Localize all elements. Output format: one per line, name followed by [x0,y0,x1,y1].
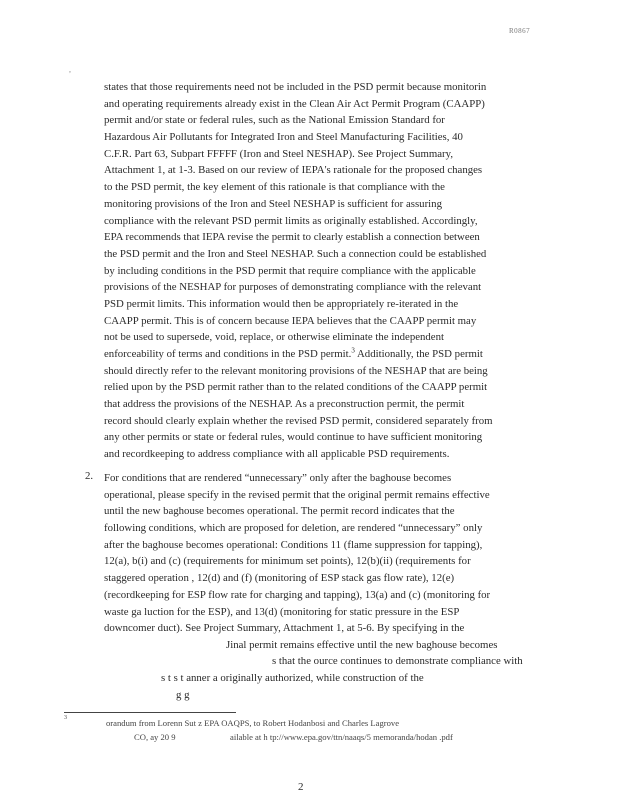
para1-line: monitoring provisions of the Iron and Steel NESHAP is sufficient for assuring [104,197,442,210]
para1-line: should directly refer to the relevant monitoring provisions of the NESHAP that are being [104,364,488,377]
list-item-number: 2. [85,470,94,482]
para1-line: states that those requirements need not be included in the PSD permit because monitorin [104,81,487,93]
paragraph-1 [104,79,518,463]
para1-line: relied upon by the PSD permit rather than to the related conditions of the CAAPP permit [104,381,488,394]
para2-line: until the new baghouse becomes operational. The permit record indicates that the [104,505,455,518]
para1-line: by including conditions in the PSD permit that require compliance with the applicable [104,264,476,277]
para1-line: compliance with the relevant PSD permit limits as originally established. Accordingly, [104,214,478,227]
partial-text-line: s t s t anner a originally authorized, while construction of the [161,672,424,684]
para2-line: staggered operation , 12(d) and (f) (monitoring of ESP stack gas flow rate), 12(e) [104,572,455,585]
paragraph-2 [104,470,518,637]
partial-text-line: g g [176,689,190,701]
footnote-reference[interactable]: 3 [351,346,355,355]
para2-line: waste ga luction for the ESP), and 13(d) (monitoring for static pressure in the ESP [104,605,460,618]
para1-line: that address the provisions of the NESHAP. As a preconstruction permit, the permit [104,398,465,411]
para2-line: following conditions, which are proposed for deletion, are rendered “unnecessary” only [104,522,483,535]
para2-line: For conditions that are rendered “unnecessary” only after the baghouse becomes [104,472,452,484]
para1-line: Hazardous Air Pollutants for Integrated Iron and Steel Manufacturing Facilities, 40 [104,131,463,144]
para1-line: and recordkeeping to address compliance with all applicable PSD requirements. [104,448,450,461]
partial-text-line: Jinal permit remains effective until the new baghouse becomes [226,639,498,651]
para1-line: Attachment 1, at 1-3. Based on our review of IEPA's rationale for the proposed changes [104,164,483,177]
document-stamp: R0867 [509,27,531,35]
para1-line-text: enforceability of terms and conditions in the PSD permit. [104,348,352,360]
para1-line: to the PSD permit, the key element of this rationale is that compliance with the [104,181,445,194]
para1-line: the PSD permit and the Iron and Steel NESHAP. Such a connection could be established [104,247,487,260]
para1-line: permit and/or state or federal rules, such as the National Emission Standard for [104,114,445,127]
footnote-line: CO, ay 20 9 [134,732,176,742]
para1-line: C.F.R. Part 63, Subpart FFFFF (Iron and Steel NESHAP). See Project Summary, [104,147,454,160]
footnote-divider [64,712,236,713]
para1-line: EPA recommends that IEPA revise the permit to clearly establish a connection between [104,231,480,244]
footnote-line: orandum from Lorenn Sut z EPA OAQPS, to Robert Hodanbosi and Charles Lagrove [106,718,400,728]
para1-line: any other permits or state or federal rules, would continue to have sufficient monitoring [104,431,483,444]
para1-line: PSD permit limits. This information would then be appropriately re-iterated in the [104,297,459,310]
para2-line: 12(a), b(i) and (c) (requirements for minimum set points), 12(b)(ii) (requirements for [104,555,471,568]
page-number: 2 [298,781,304,793]
para1-line: not be used to supersede, void, replace, or otherwise eliminate the independent [104,331,444,344]
para2-line: (recordkeeping for ESP flow rate for charging and tapping), 13(a) and (c) (monitoring for [104,588,491,601]
margin-mark: , [69,65,71,74]
footnote-url[interactable]: ailable at h tp://www.epa.gov/ttn/naaqs/5 memoranda/hodan .pdf [230,732,453,742]
footnote-marker: 3 [64,715,67,721]
para1-line: record should clearly explain whether the revised PSD permit, considered separately from [104,414,493,427]
para2-line: operational, please specify in the revised permit that the original permit remains effective [104,488,490,501]
para2-line: downcomer duct). See Project Summary, Attachment 1, at 5-6. By specifying in the [104,622,465,635]
para1-line [104,346,518,363]
para1-line: provisions of the NESHAP for purposes of demonstrating compliance with the relevant [104,281,482,294]
para2-line: after the baghouse becomes operational: Conditions 11 (flame suppression for tapping), [104,538,483,551]
partial-text-line: s that the ource continues to demonstrate compliance with [272,655,523,667]
para1-line: CAAPP permit. This is of concern because IEPA believes that the CAAPP permit may [104,314,477,327]
para1-line-tail: Additionally, the PSD permit [354,348,483,360]
para1-line: and operating requirements already exist in the Clean Air Act Permit Program (CAAPP) [104,97,485,110]
